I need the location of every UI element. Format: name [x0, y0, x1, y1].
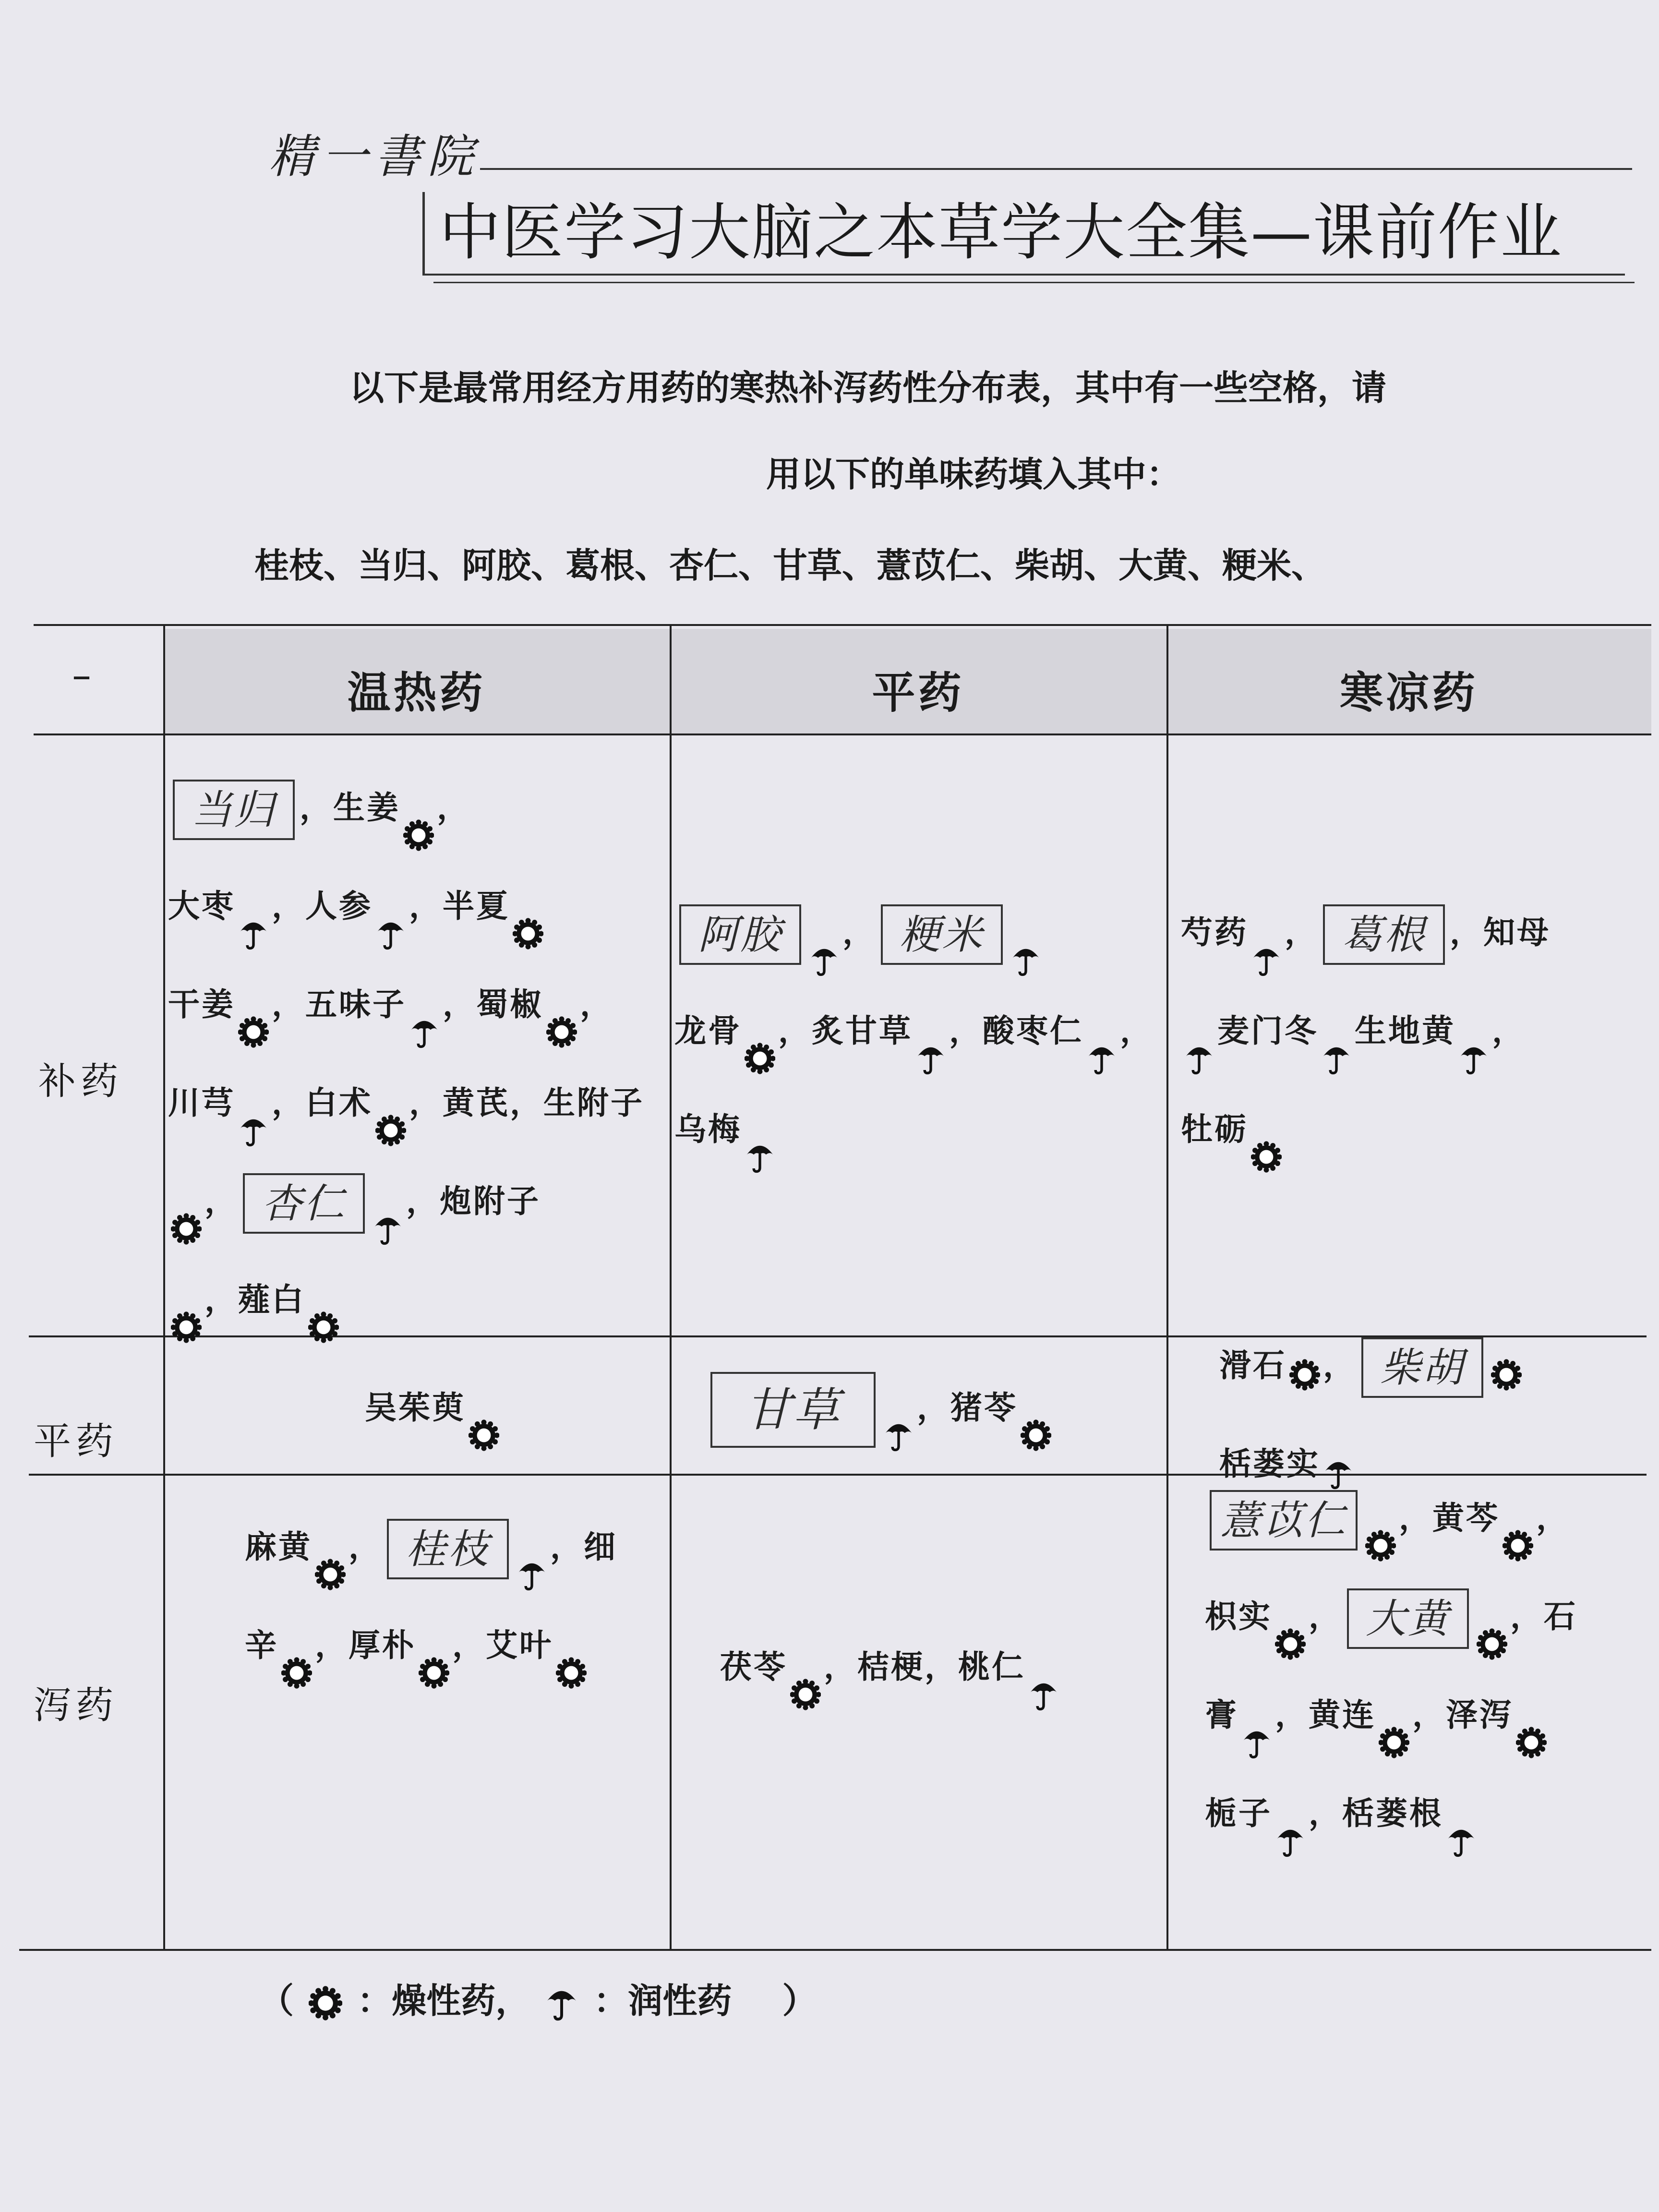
herb-text: 栝蒌实: [1219, 1445, 1320, 1482]
herb-text: 生地黄: [1355, 1012, 1455, 1049]
page-title: 中医学习大脑之本草学大全集—课前作业: [439, 197, 1563, 268]
herb-text: ，猪苓: [917, 1389, 1018, 1426]
herb-text: ，: [1120, 1012, 1154, 1049]
herb-text: 大枣: [168, 888, 235, 925]
cell-line: [168, 857, 667, 955]
herb-property-table: [29, 624, 1651, 1954]
sun-gear-icon: [315, 1532, 346, 1566]
umbrella-icon: [1321, 1016, 1352, 1050]
row-label-neutral: 平药: [34, 1420, 119, 1463]
herb-text: 乌梅: [674, 1111, 742, 1148]
herb-text: 牡砺: [1181, 1111, 1248, 1148]
sun-gear-icon: [1289, 1350, 1320, 1385]
umbrella-icon: [1275, 1798, 1306, 1833]
cell-line: [245, 1498, 667, 1596]
cell-line: [1181, 1080, 1651, 1178]
umbrella-icon: [1458, 1016, 1489, 1050]
filled-blank-box: 阿胶: [679, 904, 801, 965]
cell-line: [168, 1152, 667, 1250]
herb-text: ，黄芪，生附子: [409, 1084, 644, 1121]
herb-text: 麦门冬: [1217, 1012, 1318, 1049]
sun-gear-icon: [171, 1285, 202, 1319]
herb-text: ，半夏: [409, 888, 510, 925]
herb-text: ，栝蒌根: [1309, 1795, 1443, 1832]
cell-tonify-cold: [1181, 883, 1651, 1178]
herb-text: ，细: [550, 1528, 617, 1565]
umbrella-icon: [883, 1393, 914, 1427]
umbrella-icon: [1241, 1700, 1272, 1734]
herb-text: 芍药: [1181, 914, 1248, 951]
herb-text: ，: [349, 1528, 382, 1565]
herb-text: 辛: [245, 1627, 278, 1664]
row-label-tonify: 补药: [38, 1060, 123, 1103]
cell-tonify-warm: [168, 758, 667, 1349]
filled-blank-box: 柴胡: [1361, 1337, 1483, 1398]
filled-blank-box: 甘草: [710, 1372, 876, 1448]
umbrella-icon: [409, 989, 440, 1024]
sun-gear-icon: [1477, 1601, 1507, 1636]
cell-line: [720, 1618, 1166, 1716]
filled-blank-box: 大黄: [1347, 1588, 1469, 1649]
sun-gear-icon: [1275, 1601, 1306, 1636]
umbrella-icon: [915, 1016, 946, 1050]
cell-line: [674, 1080, 1164, 1178]
herb-text: ，酸枣仁: [949, 1012, 1083, 1049]
cell-line: [168, 758, 667, 857]
cell-purge-warm: [245, 1498, 667, 1695]
herb-text: 麻黄: [245, 1528, 312, 1565]
umbrella-icon: [1251, 917, 1282, 952]
sun-gear-icon: [1516, 1700, 1547, 1734]
cell-line: [674, 883, 1164, 982]
herb-text: ，黄连: [1275, 1696, 1376, 1733]
intro-line-1: 以下是最常用经方用药的寒热补泻药性分布表，其中有一些空格，请: [349, 368, 1386, 408]
herb-text: 栀子: [1205, 1795, 1272, 1832]
sun-gear-icon: [790, 1652, 821, 1686]
sun-gear-icon: [375, 1088, 406, 1122]
umbrella-icon: [1010, 917, 1041, 952]
cell-line: [1205, 1666, 1651, 1764]
filled-blank-box: 当归: [173, 780, 295, 840]
legend-moist-label: ：润性药: [593, 1981, 732, 2021]
cell-line: [168, 955, 667, 1054]
filled-blank-box: 葛根: [1323, 904, 1445, 965]
herb-text: ，厚朴: [315, 1627, 416, 1664]
umbrella-icon: [745, 1114, 775, 1149]
cell-tonify-neutral: [674, 883, 1164, 1178]
umbrella-icon: [375, 891, 406, 926]
cell-line: [1219, 1334, 1651, 1433]
cell-line: [1205, 1469, 1651, 1567]
sun-gear-icon: [238, 989, 269, 1024]
herb-text: 枳实: [1205, 1598, 1272, 1635]
umbrella-icon: [238, 1088, 269, 1122]
herb-text: ，白术: [272, 1084, 373, 1121]
cell-purge-cold: [1205, 1469, 1651, 1863]
cell-neutral-warm: [365, 1358, 667, 1457]
umbrella-icon: [1028, 1652, 1059, 1686]
col-header-neutral: 平药: [872, 668, 964, 718]
legend-close-paren: ）: [782, 1981, 817, 2021]
sun-gear-icon: [1251, 1114, 1282, 1149]
herb-text: 茯苓: [720, 1648, 787, 1685]
sun-gear-icon: [281, 1630, 312, 1665]
herb-text: ，炮附子: [406, 1183, 541, 1220]
umbrella-icon: [1184, 1016, 1214, 1050]
herb-text: ，: [580, 986, 613, 1023]
umbrella-icon: [1086, 1016, 1117, 1050]
col-header-cold: 寒凉药: [1340, 668, 1478, 718]
intro-line-2: 用以下的单味药填入其中：: [766, 454, 1181, 494]
herb-text: ，桔梗，桃仁: [824, 1648, 1025, 1685]
cell-line: [1181, 883, 1651, 982]
sun-gear-icon: [1491, 1350, 1522, 1385]
sun-gear-icon: [403, 793, 434, 827]
herb-text: ，薤白: [204, 1281, 305, 1318]
sun-gear-icon: [1365, 1503, 1396, 1538]
sun-gear-icon: [419, 1630, 449, 1665]
umbrella-icon: [373, 1186, 403, 1221]
herb-text: 龙骨: [674, 1012, 742, 1049]
herb-text: ，知母: [1450, 914, 1551, 951]
sun-gear-icon: [556, 1630, 587, 1665]
brand-underline: [480, 168, 1632, 170]
herb-text: ，: [1309, 1598, 1342, 1635]
herb-text: ，: [1492, 1012, 1526, 1049]
sun-gear-icon: [1503, 1503, 1533, 1538]
cell-line: [706, 1358, 1162, 1457]
herb-text: ，: [1536, 1500, 1570, 1537]
cell-line: [245, 1596, 667, 1695]
sun-gear-icon: [1379, 1700, 1409, 1734]
herb-text: 滑石: [1219, 1347, 1286, 1384]
table-bottom-border: [19, 1949, 1651, 1951]
herb-text: ，艾叶: [452, 1627, 553, 1664]
cell-purge-neutral: [720, 1618, 1166, 1716]
filled-blank-box: 粳米: [881, 904, 1003, 965]
herb-text: ，黄芩: [1399, 1500, 1500, 1537]
cell-line: [1205, 1567, 1651, 1666]
col-divider-2: [670, 624, 672, 1949]
header-divider: [34, 733, 1651, 735]
col-divider-3: [1166, 624, 1168, 1949]
cell-line: [168, 1250, 667, 1349]
cell-line: [674, 982, 1164, 1080]
filled-blank-box: 杏仁: [243, 1173, 365, 1234]
cell-line: [1181, 982, 1651, 1080]
legend-open-paren: （: [259, 1981, 294, 2021]
filled-blank-box: 薏苡仁: [1210, 1490, 1358, 1551]
sun-gear-icon: [469, 1393, 499, 1427]
sun-gear-icon: [171, 1186, 202, 1221]
umbrella-icon: [809, 917, 840, 952]
sun-gear-icon: [308, 1285, 339, 1319]
herb-text: ，人参: [272, 888, 373, 925]
herb-text: ，五味子: [272, 986, 406, 1023]
col-divider-1: [163, 624, 165, 1949]
umbrella-icon: [517, 1532, 547, 1566]
table-top-border: [34, 624, 1651, 626]
herb-text: ，: [1285, 914, 1318, 951]
herb-text: ，: [842, 914, 876, 951]
sun-gear-icon: [546, 989, 577, 1024]
herb-text: ，: [1323, 1347, 1357, 1384]
sun-gear-icon: [745, 1016, 775, 1050]
brand-signature: 精一書院: [269, 130, 480, 183]
legend-dry-label: ：燥性药，: [357, 1981, 530, 2021]
umbrella-icon: [238, 891, 269, 926]
herb-text: ，蜀椒: [443, 986, 543, 1023]
sun-gear-icon: [309, 1984, 342, 2022]
herb-text: 干姜: [168, 986, 235, 1023]
herb-text: ，生姜: [300, 789, 400, 826]
herb-text: ，: [204, 1183, 238, 1220]
col-header-warm: 温热药: [347, 668, 486, 718]
cell-neutral-neutral: [706, 1358, 1162, 1457]
herb-text: ，泽泻: [1412, 1696, 1513, 1733]
herb-text: ，炙甘草: [778, 1012, 913, 1049]
herb-text: 吴茱萸: [365, 1389, 466, 1426]
umbrella-icon: [545, 1984, 578, 2022]
herb-text: 膏: [1205, 1696, 1238, 1733]
row-label-purge: 泻药: [34, 1684, 119, 1727]
cell-line: [365, 1358, 667, 1457]
filled-blank-box: 桂枝: [387, 1519, 509, 1579]
cell-line: [1205, 1764, 1651, 1863]
herb-text: ，: [437, 789, 470, 826]
sun-gear-icon: [513, 891, 543, 926]
herb-text: 川芎: [168, 1084, 235, 1121]
title-box: [422, 192, 1625, 276]
legend: [259, 1973, 817, 2023]
sun-gear-icon: [1021, 1393, 1051, 1427]
herb-text: ，石: [1510, 1598, 1577, 1635]
umbrella-icon: [1446, 1798, 1477, 1833]
herb-list: 桂枝、当归、阿胶、葛根、杏仁、甘草、薏苡仁、柴胡、大黄、粳米、: [254, 545, 1326, 586]
corner-cell: –: [72, 653, 91, 697]
cell-line: [168, 1054, 667, 1152]
